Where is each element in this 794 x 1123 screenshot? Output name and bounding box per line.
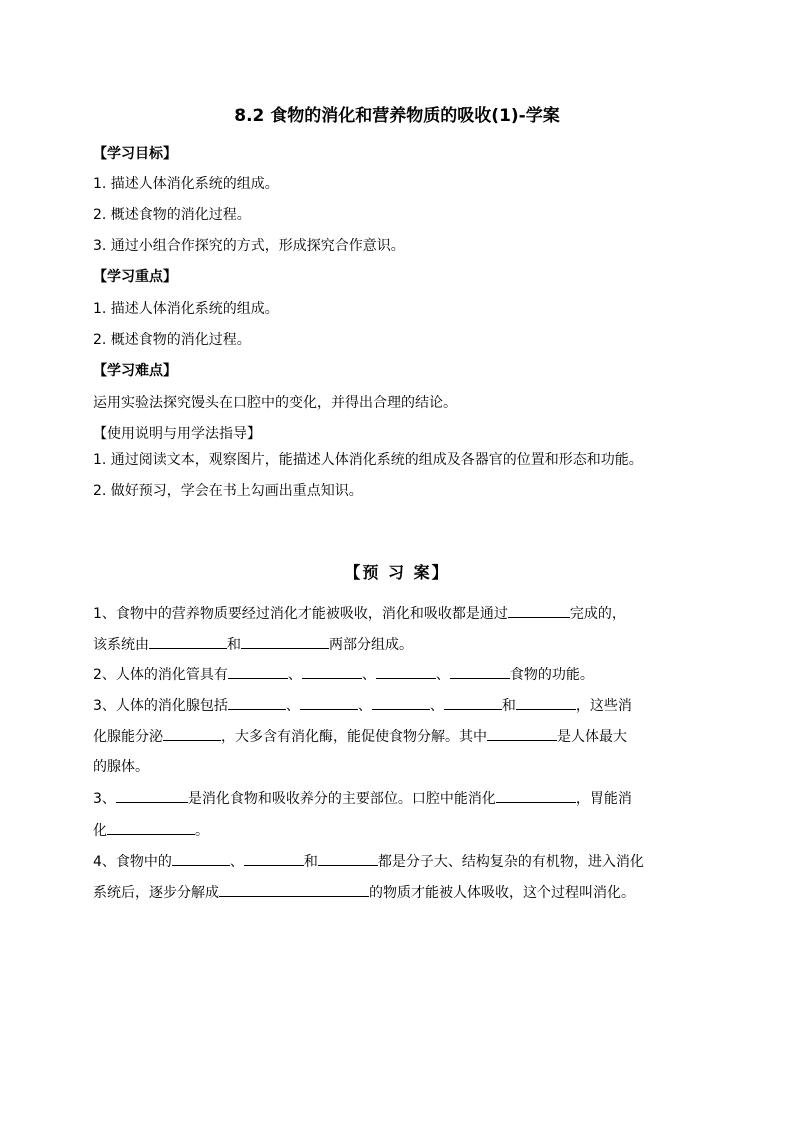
difficulty-text: 运用实验法探究馒头在口腔中的变化，并得出合理的结论。 — [93, 395, 457, 411]
question-text: 1、食物中的营养物质要经过消化才能被吸收，消化和吸收都是通过 — [93, 606, 508, 622]
answer-blank[interactable] — [172, 851, 230, 866]
document-title: 8.2 食物的消化和营养物质的吸收(1)-学案 — [234, 106, 560, 126]
separator: 、 — [361, 667, 376, 683]
question-3a-line-3: 的腺体。 — [93, 759, 149, 775]
answer-blank[interactable] — [107, 820, 195, 835]
question-text: 4、食物中的 — [93, 854, 172, 870]
question-text: ，胃能消 — [575, 791, 632, 807]
question-text: ，大多含有消化酶，能促使食物分解。其中 — [221, 729, 487, 745]
question-text: 3、 — [93, 791, 116, 807]
question-1-line-2 — [93, 634, 413, 655]
key-point-item: 1. 描述人体消化系统的组成。 — [93, 301, 279, 317]
question-text: 食物的功能。 — [509, 667, 594, 683]
question-1-line-1 — [93, 603, 626, 624]
question-text: 两部分组成。 — [329, 637, 413, 653]
question-text: 系统后，逐步分解成 — [93, 885, 219, 901]
separator: 、 — [285, 698, 300, 714]
question-4-line-1 — [93, 851, 644, 872]
question-text: 完成的， — [569, 606, 626, 622]
guide-item: 2. 做好预习，学会在书上勾画出重点知识。 — [93, 483, 363, 499]
question-text: ，这些消 — [575, 698, 632, 714]
answer-blank[interactable] — [149, 634, 227, 649]
question-text: 都是分子大、结构复杂的有机物，进入消化 — [377, 854, 644, 870]
question-3b-line-1 — [93, 788, 632, 809]
answer-blank[interactable] — [241, 634, 329, 649]
answer-blank[interactable] — [444, 695, 502, 710]
question-text: 是消化食物和吸收养分的主要部位。口腔中能消化 — [187, 791, 496, 807]
question-text: 3、人体的消化腺包括 — [93, 698, 228, 714]
question-text: 。 — [195, 823, 209, 839]
question-3a-line-2 — [93, 726, 627, 747]
answer-blank[interactable] — [219, 882, 369, 897]
guide-item: 1. 通过阅读文本，观察图片，能描述人体消化系统的组成及各器官的位置和形态和功能。 — [93, 452, 643, 468]
separator: 、 — [357, 698, 372, 714]
answer-blank[interactable] — [163, 726, 221, 741]
objective-item: 2. 概述食物的消化过程。 — [93, 207, 251, 223]
question-text: 和 — [227, 637, 241, 653]
question-4-line-2 — [93, 882, 635, 903]
objectives-heading: 【学习目标】 — [93, 146, 177, 162]
question-2-line-1 — [93, 664, 594, 685]
answer-blank[interactable] — [300, 695, 358, 710]
question-text: 2、人体的消化管具有 — [93, 667, 228, 683]
answer-blank[interactable] — [508, 603, 570, 618]
answer-blank[interactable] — [116, 788, 188, 803]
key-point-item: 2. 概述食物的消化过程。 — [93, 332, 251, 348]
answer-blank[interactable] — [228, 664, 288, 679]
answer-blank[interactable] — [372, 695, 430, 710]
answer-blank[interactable] — [487, 726, 557, 741]
key-points-heading: 【学习重点】 — [93, 269, 177, 285]
answer-blank[interactable] — [376, 664, 436, 679]
difficulty-heading: 【学习难点】 — [93, 363, 177, 379]
question-text: 该系统由 — [93, 637, 149, 653]
guide-heading: 【使用说明与用学法指导】 — [93, 426, 261, 442]
preview-heading: 【预 习 案】 — [344, 563, 450, 582]
separator: 、 — [287, 667, 302, 683]
question-text: 的物质才能被人体吸收，这个过程叫消化。 — [369, 885, 635, 901]
question-text: 化 — [93, 823, 107, 839]
separator: 、 — [435, 667, 450, 683]
separator: 、 — [229, 854, 244, 870]
answer-blank[interactable] — [244, 851, 304, 866]
question-text: 是人体最大 — [557, 729, 627, 745]
answer-blank[interactable] — [318, 851, 378, 866]
objective-item: 1. 描述人体消化系统的组成。 — [93, 176, 279, 192]
answer-blank[interactable] — [496, 788, 576, 803]
question-3a-line-1 — [93, 695, 632, 716]
answer-blank[interactable] — [516, 695, 576, 710]
question-text: 化腺能分泌 — [93, 729, 163, 745]
separator: 、 — [429, 698, 444, 714]
answer-blank[interactable] — [228, 695, 286, 710]
question-text: 和 — [501, 698, 516, 714]
answer-blank[interactable] — [302, 664, 362, 679]
question-3b-line-2 — [93, 820, 209, 841]
question-text: 和 — [303, 854, 318, 870]
answer-blank[interactable] — [450, 664, 510, 679]
objective-item: 3. 通过小组合作探究的方式，形成探究合作意识。 — [93, 238, 405, 254]
